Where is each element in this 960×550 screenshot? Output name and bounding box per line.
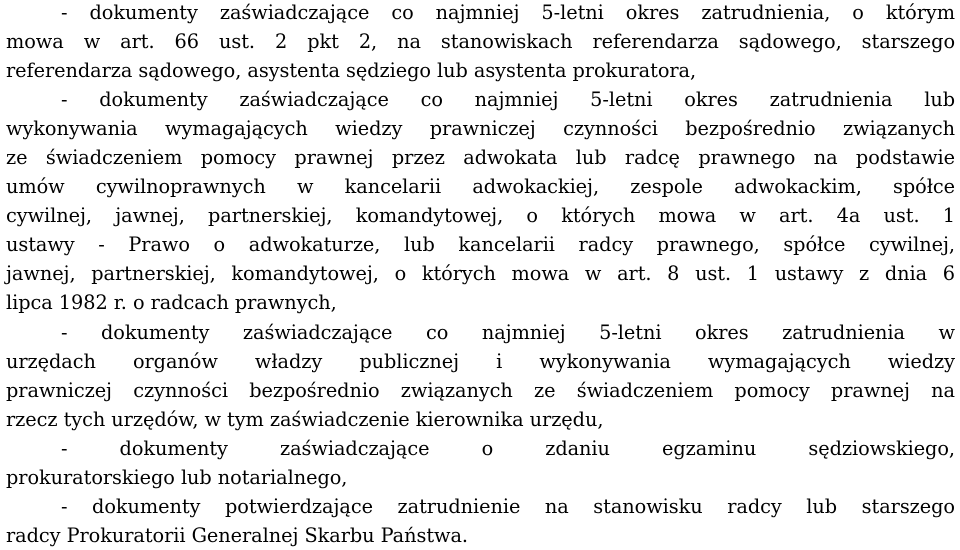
document-line: - dokumenty zaświadczające co najmniej 5-letni okres zatrudnienia, o którym bbox=[61, 1, 955, 24]
document-line: - dokumenty zaświadczające co najmniej 5-letni okres zatrudnienia lub bbox=[61, 88, 955, 112]
document-line: prawniczej czynności bezpośrednio związanych ze świadczeniem pomocy prawnej na bbox=[6, 378, 955, 402]
document-line: radcy Prokuratorii Generalnej Skarbu Państwa. bbox=[6, 523, 469, 547]
document-line: ustawy - Prawo o adwokaturze, lub kancelarii radcy prawnego, spółce cywilnej, bbox=[6, 233, 955, 257]
document-line: ze świadczeniem pomocy prawnej przez adwokata lub radcę prawnego na podstawie bbox=[6, 146, 955, 170]
document-line: mowa w art. 66 ust. 2 pkt 2, na stanowiskach referendarza sądowego, starszego bbox=[6, 30, 955, 54]
document-line: prokuratorskiego lub notarialnego, bbox=[6, 465, 348, 489]
document-line: wykonywania wymagających wiedzy prawniczej czynności bezpośrednio związanych bbox=[6, 117, 955, 141]
document-line: urzędach organów władzy publicznej i wykonywania wymagających wiedzy bbox=[6, 349, 955, 373]
document-line: cywilnej, jawnej, partnerskiej, komandytowej, o których mowa w art. 4a ust. 1 bbox=[6, 204, 955, 228]
document-line: rzecz tych urzędów, w tym zaświadczenie kierownika urzędu, bbox=[6, 407, 604, 431]
document-line: - dokumenty zaświadczające o zdaniu egzaminu sędziowskiego, bbox=[61, 436, 955, 460]
document-line: lipca 1982 r. o radcach prawnych, bbox=[6, 291, 337, 315]
document-line: - dokumenty zaświadczające co najmniej 5-letni okres zatrudnienia w bbox=[61, 320, 955, 344]
document-line: umów cywilnoprawnych w kancelarii adwokackiej, zespole adwokackim, spółce bbox=[6, 175, 955, 199]
document-line: - dokumenty potwierdzające zatrudnienie na stanowisku radcy lub starszego bbox=[61, 494, 955, 518]
document-body bbox=[6, 0, 955, 550]
document-line: referendarza sądowego, asystenta sędziego lub asystenta prokuratora, bbox=[6, 59, 697, 83]
document-line: jawnej, partnerskiej, komandytowej, o których mowa w art. 8 ust. 1 ustawy z dnia 6 bbox=[6, 262, 955, 286]
